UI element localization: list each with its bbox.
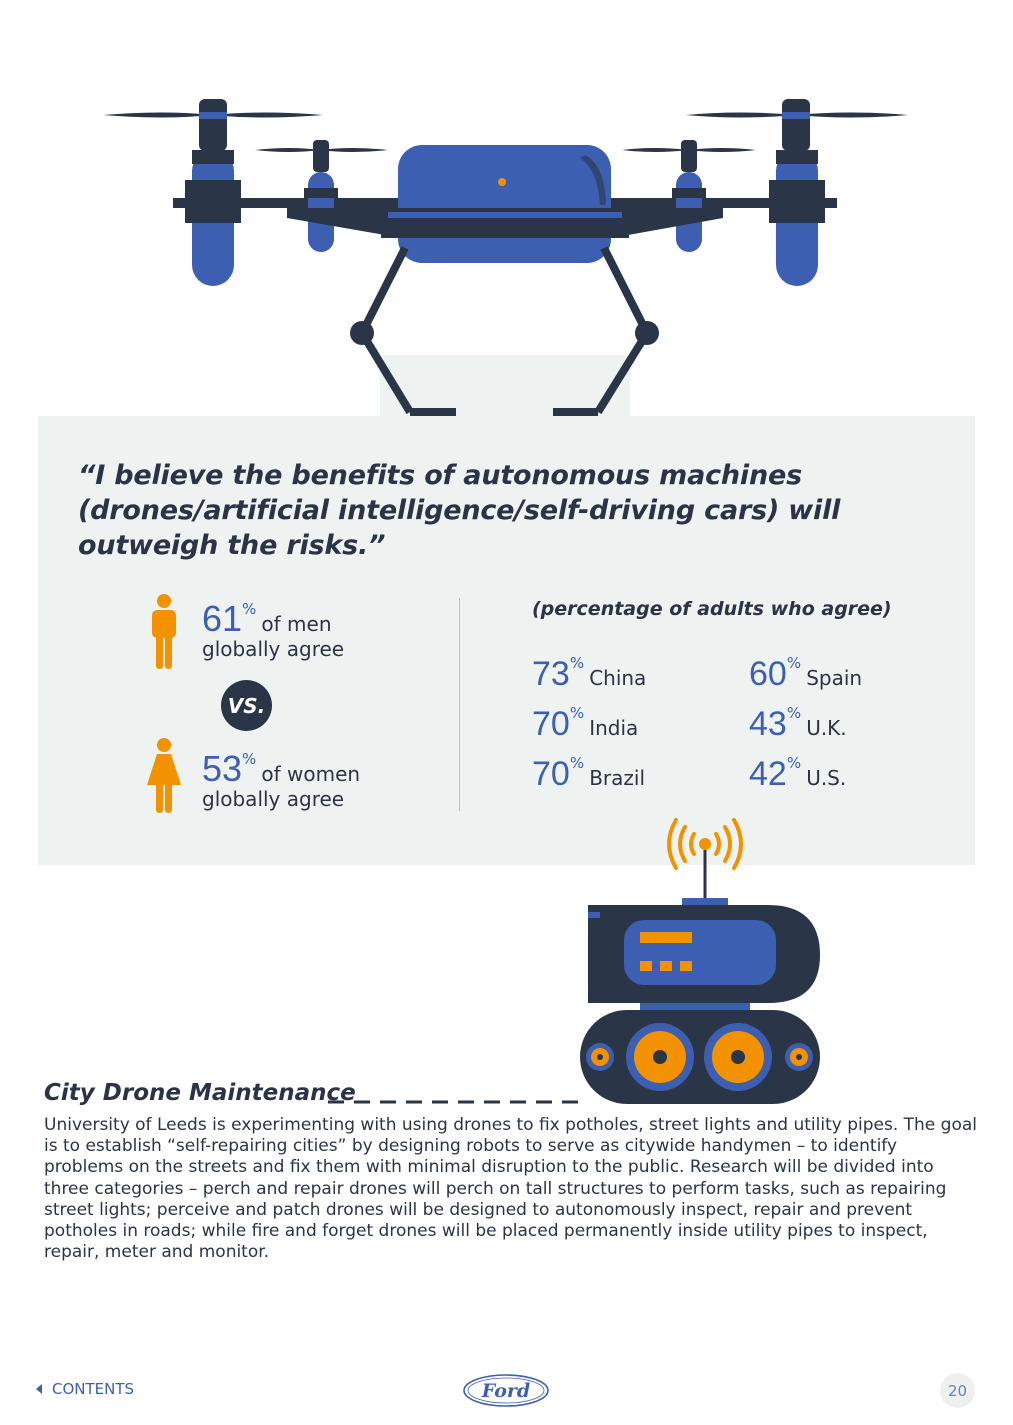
- country-percent-value: 43: [749, 705, 787, 743]
- country-name: U.S.: [806, 766, 847, 790]
- men-sub: globally agree: [202, 637, 345, 661]
- country-name: India: [589, 716, 639, 740]
- country-percent-unit: %: [569, 704, 585, 722]
- men-percent-value: 61: [202, 598, 243, 639]
- country-stat-us: [749, 754, 846, 792]
- country-name: Brazil: [589, 766, 645, 790]
- women-percent-unit: %: [242, 750, 257, 768]
- vs-badge: VS.: [221, 680, 272, 731]
- divider: [459, 598, 460, 811]
- men-percent-unit: %: [242, 600, 257, 618]
- women-stat: [202, 750, 360, 811]
- contents-link[interactable]: [36, 1380, 134, 1398]
- men-stat: [202, 600, 344, 661]
- robot-illustration: [575, 815, 825, 1110]
- country-stat-uk: [749, 704, 847, 742]
- country-percent-unit: %: [786, 754, 802, 772]
- drone-illustration: [0, 60, 1013, 420]
- chevron-left-icon: [36, 1384, 42, 1394]
- ford-logo-text: Ford: [481, 1380, 531, 1402]
- contents-label: CONTENTS: [52, 1380, 135, 1398]
- page-number: 20: [940, 1373, 975, 1408]
- country-name: China: [589, 666, 647, 690]
- country-percent-value: 70: [532, 705, 570, 743]
- country-stat-india: [532, 704, 638, 742]
- woman-icon: [146, 737, 182, 813]
- ford-logo: [462, 1373, 550, 1408]
- country-percent-unit: %: [569, 754, 585, 772]
- country-name: U.K.: [806, 716, 847, 740]
- country-percent-value: 70: [532, 755, 570, 793]
- women-label: of women: [261, 762, 361, 786]
- women-percent-value: 53: [202, 748, 243, 789]
- country-stat-spain: [749, 654, 862, 692]
- section-title: City Drone Maintenance: [44, 1080, 356, 1106]
- man-icon: [147, 593, 181, 669]
- country-stat-china: [532, 654, 646, 692]
- country-percent-unit: %: [569, 654, 585, 672]
- country-percent-value: 73: [532, 655, 570, 693]
- country-stat-brazil: [532, 754, 645, 792]
- country-percent-value: 42: [749, 755, 787, 793]
- country-percent-value: 60: [749, 655, 787, 693]
- country-name: Spain: [806, 666, 863, 690]
- dashed-connector: [328, 1098, 578, 1106]
- women-sub: globally agree: [202, 787, 345, 811]
- country-percent-unit: %: [786, 654, 802, 672]
- quote-text: “I believe the benefits of autonomous machines (drones/artificial intelligence/self-driving cars) will outweigh the risks.”: [78, 460, 841, 561]
- country-percent-unit: %: [786, 704, 802, 722]
- men-label: of men: [261, 612, 332, 636]
- country-stats-note: (percentage of adults who agree): [532, 598, 892, 620]
- section-body: University of Leeds is experimenting with using drones to fix potholes, street lights and utility pipes. The goal is to establish “self-repairing cities” by designing robots to serve as citywide handymen – to identify problems on the streets and fix them with minimal disruption to the public. Research will be divided into three categories – perch and repair drones will perch on tall structures to perform tasks, such as repairing street lights; perceive and patch drones will be designed to autonomously inspect, repair and prevent potholes in roads; while fire and forget drones will be placed permanently inside utility pipes to inspect, repair, meter and monitor.: [44, 1115, 977, 1263]
